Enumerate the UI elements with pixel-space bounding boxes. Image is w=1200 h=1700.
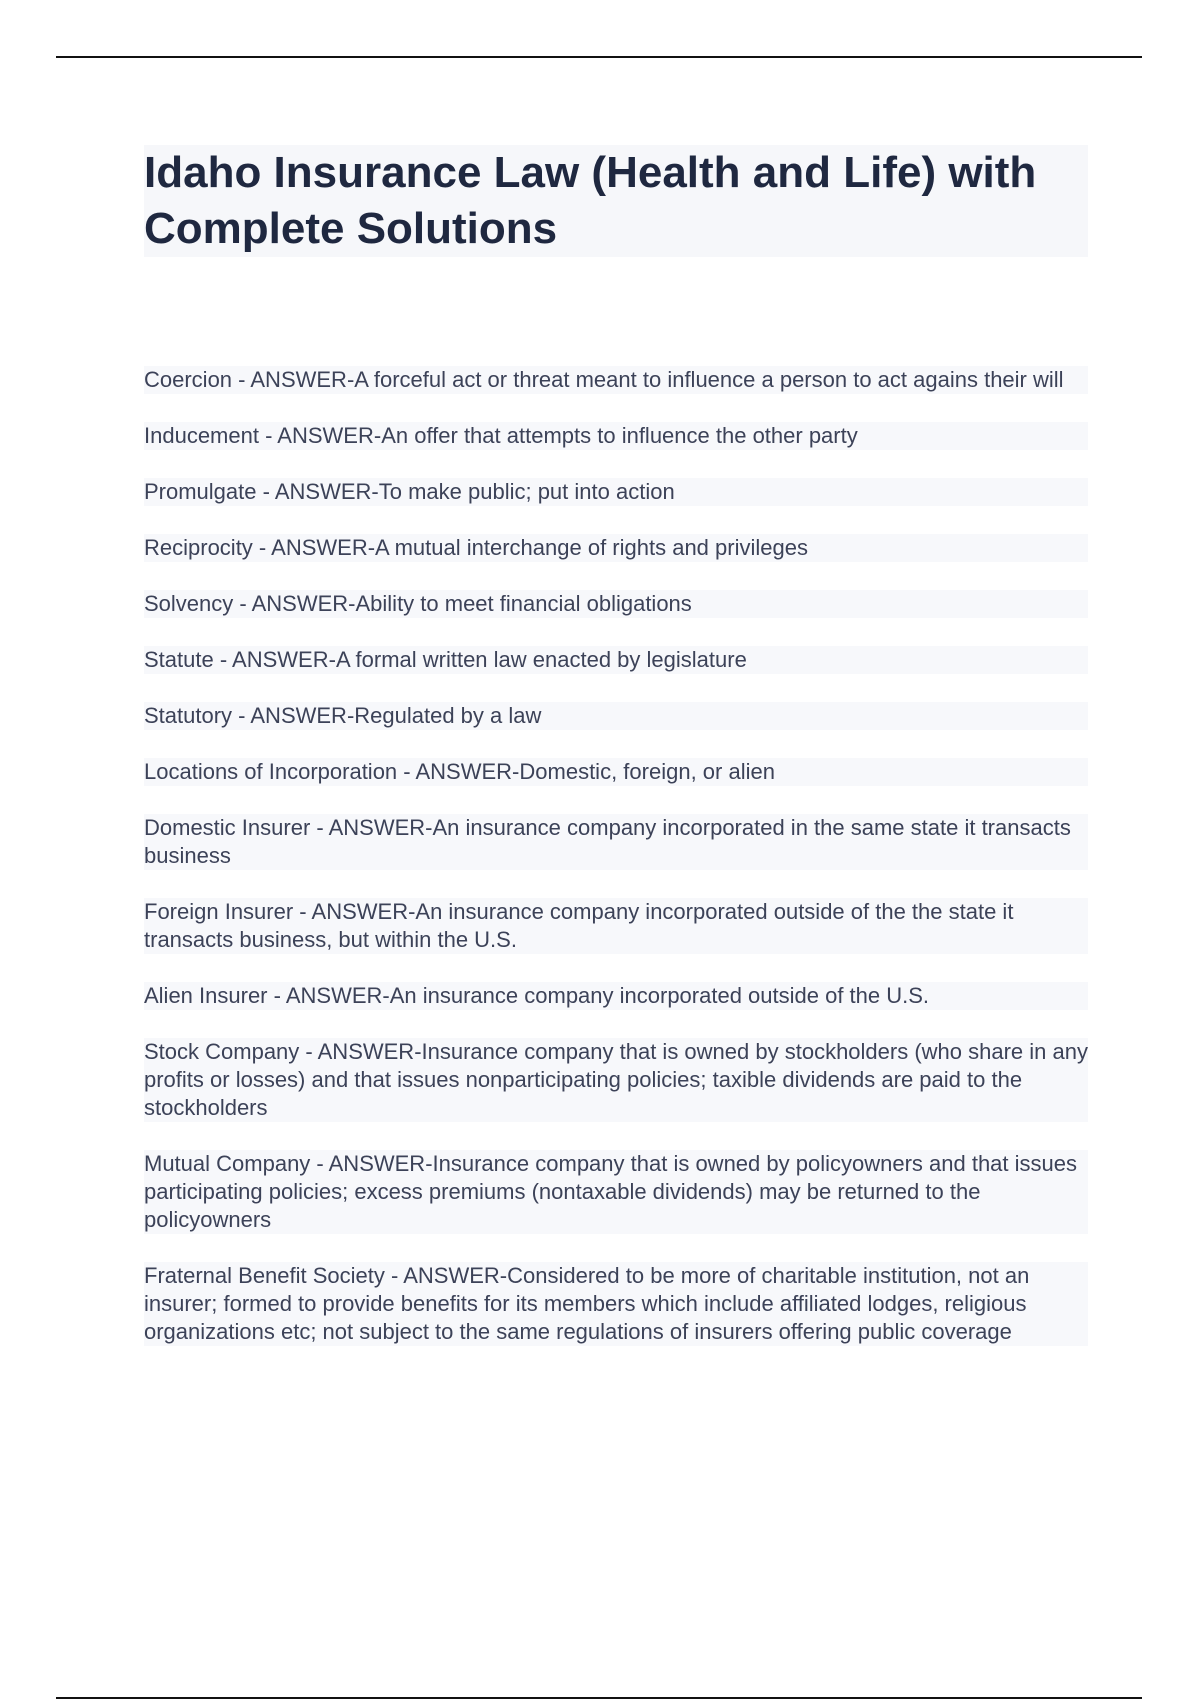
qa-item-locations-of-incorporation: Locations of Incorporation - ANSWER-Domestic, foreign, or alien [144, 758, 1088, 786]
qa-item-promulgate: Promulgate - ANSWER-To make public; put into action [144, 478, 1088, 506]
qa-item-mutual-company: Mutual Company - ANSWER-Insurance company that is owned by policyowners and that issues participating policies; excess premiums (nontaxable dividends) may be returned to the policyowners [144, 1150, 1088, 1234]
qa-list [144, 366, 1088, 1374]
qa-item-reciprocity: Reciprocity - ANSWER-A mutual interchange of rights and privileges [144, 534, 1088, 562]
qa-item-stock-company: Stock Company - ANSWER-Insurance company that is owned by stockholders (who share in any profits or losses) and that issues nonparticipating policies; taxible dividends are paid to the stockholders [144, 1039, 1088, 1120]
qa-item-solvency: Solvency - ANSWER-Ability to meet financial obligations [144, 590, 1088, 618]
qa-item-statutory: Statutory - ANSWER-Regulated by a law [144, 702, 1088, 730]
title-block [144, 145, 1088, 257]
qa-item-inducement: Inducement - ANSWER-An offer that attempts to influence the other party [144, 422, 1088, 450]
qa-item-foreign-insurer: Foreign Insurer - ANSWER-An insurance company incorporated outside of the the state it transacts business, but within the U.S. [144, 898, 1088, 954]
qa-item-alien-insurer: Alien Insurer - ANSWER-An insurance company incorporated outside of the U.S. [144, 982, 1088, 1010]
qa-item-fraternal-benefit-society: Fraternal Benefit Society - ANSWER-Considered to be more of charitable institution, not an insurer; formed to provide benefits for its members which include affiliated lodges, religious organizations etc; not subject to the same regulations of insurers offering public coverage [144, 1262, 1088, 1346]
qa-item-domestic-insurer: Domestic Insurer - ANSWER-An insurance company incorporated in the same state it transacts business [144, 814, 1088, 870]
top-rule [56, 56, 1142, 58]
qa-item-statute: Statute - ANSWER-A formal written law enacted by legislature [144, 646, 1088, 674]
document-title: Idaho Insurance Law (Health and Life) with Complete Solutions [144, 148, 1037, 253]
bottom-rule [56, 1697, 1142, 1699]
qa-item-coercion: Coercion - ANSWER-A forceful act or threat meant to influence a person to act agains their will [144, 366, 1088, 394]
